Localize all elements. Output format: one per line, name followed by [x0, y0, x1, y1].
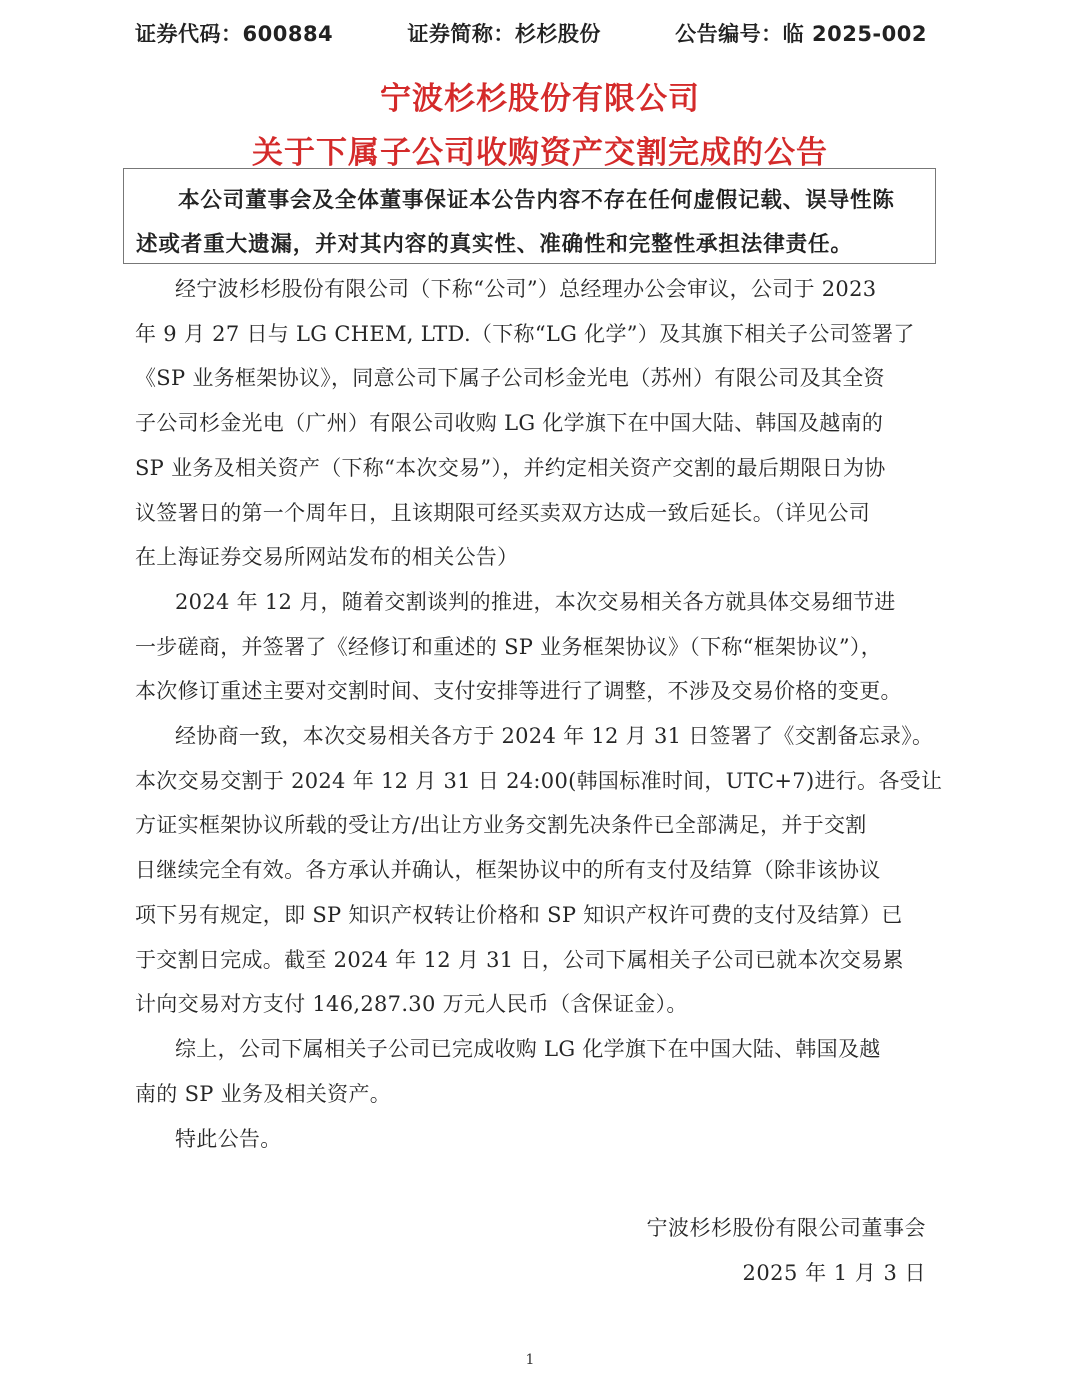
text-line: 本次修订重述主要对交割时间、支付安排等进行了调整，不涉及交易价格的变更。 [135, 679, 902, 704]
announcement-number: 公告编号：临 2025-002 [675, 22, 927, 46]
text-line: 南的 SP 业务及相关资产。 [135, 1081, 392, 1106]
signature-organization: 宁波杉杉股份有限公司董事会 [646, 1216, 926, 1240]
paragraph-summary [135, 1027, 930, 1116]
disclaimer-box [123, 168, 936, 264]
text-line: 项下另有规定，即 SP 知识产权转让价格和 SP 知识产权许可费的支付及结算）已 [135, 902, 903, 927]
text-line: 本次交易交割于 2024 年 12 月 31 日 24:00(韩国标准时间，UTC+7)进行。各受让 [135, 768, 943, 793]
signature-date: 2025 年 1 月 3 日 [742, 1261, 926, 1285]
disclaimer-line: 述或者重大遗漏，并对其内容的真实性、准确性和完整性承担法律责任。 [136, 232, 853, 257]
text-line: 2024 年 12 月，随着交割谈判的推进，本次交易相关各方就具体交易细节进 [175, 590, 896, 614]
text-line: 综上，公司下属相关子公司已完成收购 LG 化学旗下在中国大陆、韩国及越 [175, 1037, 881, 1061]
text-line: 子公司杉金光电（广州）有限公司收购 LG 化学旗下在中国大陆、韩国及越南的 [135, 411, 884, 436]
text-line: 在上海证券交易所网站发布的相关公告） [135, 545, 519, 570]
text-line: 日继续完全有效。各方承认并确认，框架协议中的所有支付及结算（除非该协议 [135, 858, 881, 883]
stock-abbreviation: 证券简称：杉杉股份 [407, 22, 601, 46]
text-line: 一步磋商，并签署了《经修订和重述的 SP 业务框架协议》（下称“框架协议”）， [135, 634, 883, 659]
announcement-title: 关于下属子公司收购资产交割完成的公告 [252, 135, 828, 171]
paragraph-announcement [135, 1117, 930, 1162]
text-line: 方证实框架协议所载的受让方/出让方业务交割先决条件已全部满足，并于交割 [135, 813, 867, 838]
company-title: 宁波杉杉股份有限公司 [380, 81, 700, 117]
paragraph-background [135, 267, 930, 580]
paragraph-closing [135, 714, 943, 1027]
text-line: 经协商一致，本次交易相关各方于 2024 年 12 月 31 日签署了《交割备忘录》。 [175, 724, 934, 748]
announcement-header [135, 16, 927, 50]
text-line: 议签署日的第一个周年日，且该期限可经买卖双方达成一致后延长。（详见公司 [135, 500, 870, 525]
stock-code: 证券代码：600884 [135, 22, 334, 46]
text-line: 经宁波杉杉股份有限公司（下称“公司”）总经理办公会审议，公司于 2023 [175, 277, 877, 301]
disclaimer-line: 本公司董事会及全体董事保证本公告内容不存在任何虚假记载、误导性陈 [178, 188, 895, 213]
text-line: 计向交易对方支付 146,287.30 万元人民币（含保证金）。 [135, 992, 688, 1017]
paragraph-revision [135, 580, 930, 714]
text-line: SP 业务及相关资产（下称“本次交易”），并约定相关资产交割的最后期限日为协 [135, 455, 886, 480]
text-line: 特此公告。 [175, 1127, 282, 1151]
text-line: 《SP 业务框架协议》，同意公司下属子公司杉金光电（苏州）有限公司及其全资 [135, 366, 885, 391]
text-line: 于交割日完成。截至 2024 年 12 月 31 日，公司下属相关子公司已就本次交易累 [135, 947, 904, 972]
text-line: 年 9 月 27 日与 LG CHEM, LTD.（下称“LG 化学”）及其旗下相关子公司签署了 [135, 321, 915, 346]
page-number: 1 [525, 1352, 535, 1368]
